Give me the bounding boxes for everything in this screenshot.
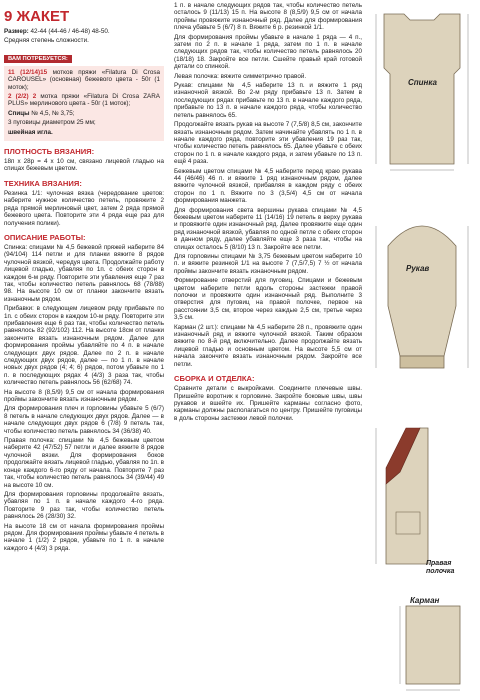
description-paragraph: Для формирования света вершины рукава спицами № 4,5 бежевым цветом наберите 11 (14/16) 19 петель в верху рукава и провяжите один изнаночный ряд. Далее провяжите еще один ряд изнаночной вязкой, убавляя по одной петле с обеих сторон в данном ряду, далее убавляйте еще 3 раза так, чтобы на спицах осталось 5 (8/10) 13 п. Закройте все петли. <box>174 206 362 251</box>
description-paragraph: 1 п. в начале следующих рядов так, чтобы количество петель осталось 9 (11/13) 15 п. На высоте 8 (8,5/9) 9,5 см от начала проймы провяжите изнаночный ряд. Далее для формирования плеча убавьте 5 (6/7) 8 п. Вяжите 6 р. резинкой 1/1. <box>174 2 362 32</box>
assembly-title: СБОРКА И ОТДЕЛКА: <box>174 374 255 384</box>
difficulty: Средняя степень сложности. <box>4 37 89 45</box>
description-paragraph: Для формирования плеч и горловины убавьте 5 (6/7) 8 петель в начале следующих двух рядов. Далее — в начале следующих двух рядов 6 (7/8) 9 петель так, чтобы количество петель равнялось 34 (36/38) 40. <box>4 405 164 435</box>
density-text: 18п х 28р = 4 х 10 см, связано лицевой гладью на спицах бежевым цветом. <box>4 158 164 173</box>
materials-box <box>4 66 164 141</box>
description-paragraph: Продолжайте вязать рукав на высоте 7 (7,5/8) 8,5 см, закончите вязать изнаночным рядом. Затем начинайте убавлять по 1 п. в начале каждого ряда, повторите эти убавления 19 раз так, чтобы количество петель равнялось 65. Далее убавьте с обеих сторон по 1 п. в начале каждого ряда, и затем убавьте по 13 п. ещё 4 раза. <box>174 121 362 166</box>
technique-title: ТЕХНИКА ВЯЗАНИЯ: <box>4 178 82 188</box>
column-middle <box>174 2 362 424</box>
pocket-label: Карман <box>410 596 440 605</box>
materials-header: ВАМ ПОТРЕБУЕТСЯ: <box>4 55 72 63</box>
back-diagram <box>366 6 478 176</box>
material-item: швейная игла. <box>8 128 53 136</box>
description-paragraph: Для формирования горловины продолжайте вязать, убавляя по 1 п. в начале каждого 4-го ряда. Повторите 9 раз так, чтобы количество петель равнялось 26 (28/30) 32. <box>4 490 164 521</box>
description-paragraph: Левая полочка: вяжите симметрично правой. <box>174 72 307 80</box>
size-value: 42-44 (44-46 / 46-48) 48-50. <box>30 28 110 35</box>
description-title: ОПИСАНИЕ РАБОТЫ: <box>4 232 86 242</box>
back-label: Спинка <box>408 78 437 87</box>
assembly-text: Сравните детали с выкройками. Соедините плечевые швы. Пришейте воротник к горловине. Закройте боковые швы, швы рукавов и вшейте их. Пришейте карманы согласно фото, карманы должны располагаться по центру. Пришейте пуговицы в доль стороны застежки левой полочки. <box>174 385 362 422</box>
description-paragraph: Формирование отверстий для пуговиц. Спицами и бежевым цветом наберите петли вдоль стороны застежки правой полочки и провяжите один изнаночный ряд. Выполните 3 отверстия для пуговиц на правой полочке, первое на расстоянии 3,5 см, второе через каждые 2,5 см, третье через 3,5 см. <box>174 277 362 322</box>
column-left <box>4 8 164 554</box>
description-paragraph: На высоте 8 (8,5/9) 9,5 см от начала формирования проймы закончите вязать изнаночным рядом. <box>4 388 164 404</box>
description-paragraph: Для горловины спицами № 3,75 бежевым цветом наберите 10 п. и вяжите резинкой 1/1 на высоте 7 (7,5/7,5) 7 ½ от начала проймы закончите вязать изнаночным рядом. <box>174 253 362 275</box>
size-label: Размер: <box>4 28 29 35</box>
sleeve-label: Рукав <box>406 264 430 273</box>
description-paragraph: Правая полочка: спицами № 4,5 бежевым цветом наберите 42 (47/52) 57 петли и далее вяжите 8 рядов чулочной вязки. Для формирования боков продолжайте вязать лицевой гладью, убавляя по 1п. в конце каждого 6-го ряду от начала. Повторите 7 раз так, чтобы количество петель равнялось 34 (39/44) 49 на высоте 10 см. <box>4 437 164 489</box>
description-paragraph: Рукав: спицами № 4,5 наберите 13 п. и вяжите 1 ряд изнаночной вязкой. Во 2-м ряду прибавьте 13 п. Затем в последующих рядах прибавьте по 13 п. в начале каждого ряда, прибавьте по 13 п. в начале каждого ряда, чтобы количество петель равнялось 65. <box>174 82 362 119</box>
front-label: Правая полочка <box>426 560 455 575</box>
technique-text: Резинка 1/1: чулочная вязка (чередование цветов: наберите нужное количество петель, провяжите 2 ряда прямой мерлиновый цвет, затем 2 ряда прямой бежевого цвета. Повторите эти 4 ряда еще раз для получения полики). <box>4 189 164 227</box>
description-paragraph: Спинка: спицами № 4,5 бежевой пряжей наберите 84 (94/104) 114 петли и для планки вяжите 8 рядов чулочной вязкой, чередуя цвета. Продолжайте работу лицевой гладью, убавляя по 1п. с обеих сторон в каждом 6-м ряду. Повторите эти убавления еще 7 раз так, чтобы количество петель равнялось 68 (78/88) 98. На высоте 10 см от планки закончите вязать изнаночным рядом. <box>4 243 164 303</box>
material-item: 11 (12/14)15 мотков пряжи «Filatura Di Crosa CAROUSEL» (основная) бежевого цвета - 50г (1 моток); <box>8 68 160 91</box>
density-title: ПЛОТНОСТЬ ВЯЗАНИЯ: <box>4 147 95 157</box>
column-diagrams <box>366 6 478 696</box>
description-paragraph: Карман (2 шт.): спицами № 4,5 наберите 28 п., провяжите один изнаночный ряд и вяжите чулочной вязкой. Таким образом вяжите по 8-й ряд включительно. Далее продолжайте вязать лицевой гладью и основным цветом. На высоте 5,5 см от начала закончите вязать изнаночным рядом. Закройте все петли. <box>174 323 362 368</box>
description-paragraph: Для формирования проймы убавьте в начале 1 ряда — 4 п., затем по 2 п. в начале 1 ряда, затем по 1 п. в начале следующих рядов так, чтобы количество петель равнялось 20 (18/18) 18. Закройте все петли. Сшейте правый край готовой детали со спинкой. <box>174 33 362 71</box>
description-paragraph: Прибавки: в следующем лицевом ряду прибавьте по 1п. с обеих сторон в каждом 10-м ряду. Повторите эти прибавления еще 6 раз так, чтобы количество петель равнялось 82 (92/102) 112. На высоте 18см от планки закончите вязать изнаночным рядом. Далее для формирования проймы убавляйте по 4 п. в начале следующих двух рядов. Далее по 2 п. в начале следующих двух рядов, далее — по 1 п. в начале новых двух рядов (4; 4; 6) рядов, потом убавьте по 1 п. в последующих рядах 4 (4/3) 3 раза так, чтобы количество петель равнялось 56 (62/68) 74. <box>4 305 164 387</box>
description-paragraph: Бежевым цветом спицами № 4,5 наберите перед краю рукава 44 (46/46) 46 п. и вяжите 1 ряд изнаночным рядом, далее вяжите чулочной вязкой, прибавляя в каждом ряду с обеих сторон по 1 п. Вяжите по 3 (3,5/4) 4,5 см от начала формирования манжета. <box>174 167 362 205</box>
material-item: 2 (2/2) 2 мотка пряжи «Filatura Di Crosa ZARA PLUS» мерлинового цвета - 50г (1 моток); <box>8 93 160 108</box>
sleeve-diagram <box>366 206 478 381</box>
pattern-title: 9 ЖАКЕТ <box>4 8 70 25</box>
material-item: 3 пуговицы диаметром 25 мм; <box>8 119 96 127</box>
material-item: Спицы № 4,5, № 3,75; <box>8 109 75 117</box>
size-line <box>4 28 164 35</box>
front-diagram <box>366 424 478 574</box>
description-paragraph: На высоте 18 см от начала формирования проймы рядом. Для формирования проймы убавьте 4 петель в начале 1 (1/2) 2 рядов, убавьте по 1 п. в начале каждого 4 (4/3) 3 ряда. <box>4 522 164 552</box>
